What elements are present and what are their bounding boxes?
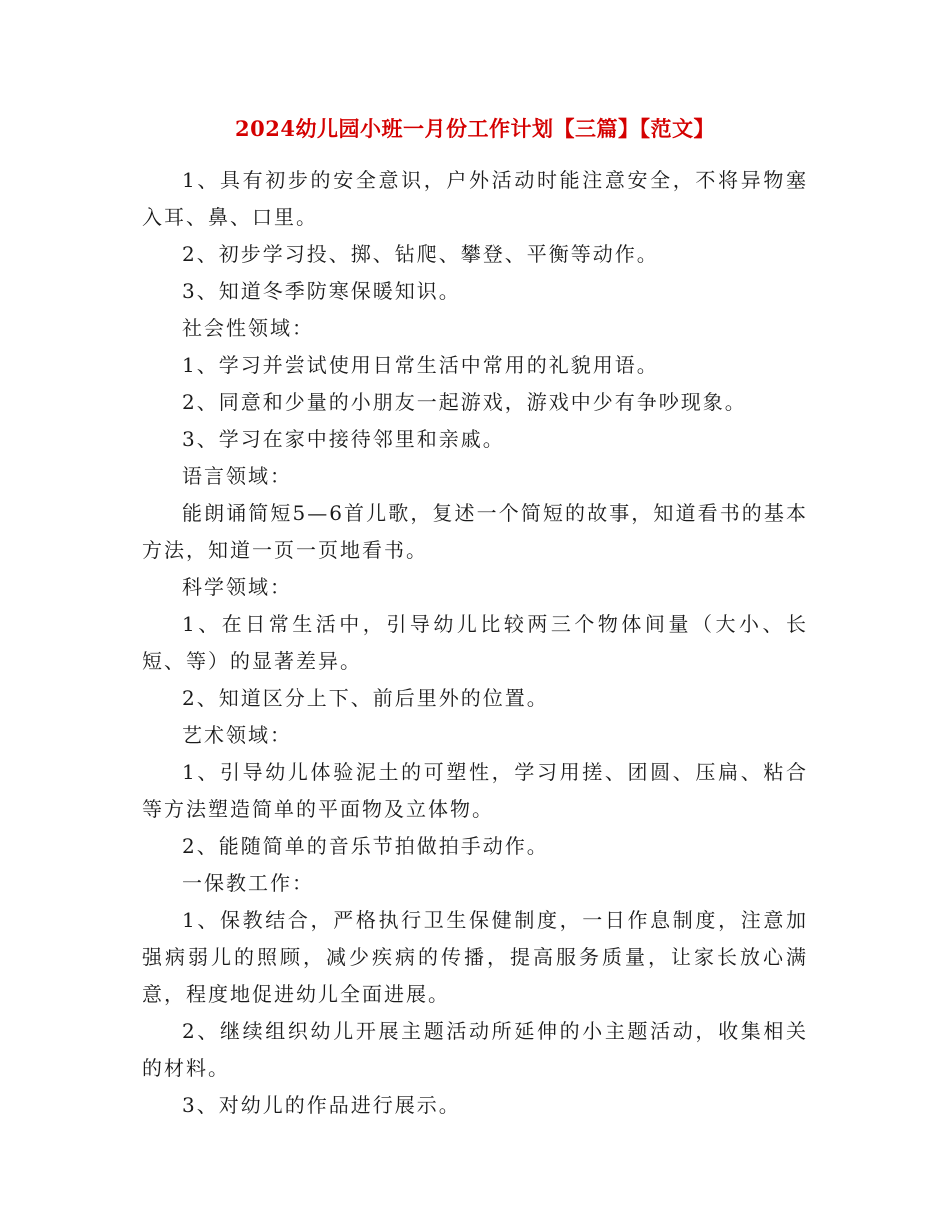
paragraph-6: 2、同意和少量的小朋友一起游戏，游戏中少有争吵现象。 [182, 390, 747, 414]
section-heading-care: 一保教工作： [182, 871, 314, 895]
document-page [142, 112, 808, 1124]
paragraph-3: 3、知道冬季防寒保暖知识。 [182, 279, 461, 303]
paragraph-9: 能朗诵简短5—6首儿歌，复述一个简短的故事，知道看书的基本方法，知道一页一页地看书。 [142, 501, 808, 562]
paragraph-19: 3、对幼儿的作品进行展示。 [182, 1093, 461, 1117]
paragraph-11: 1、在日常生活中，引导幼儿比较两三个物体间量（大小、长短、等）的显著差异。 [142, 612, 808, 673]
section-heading-language: 语言领域： [182, 464, 292, 488]
paragraph-17: 1、保教结合，严格执行卫生保健制度，一日作息制度，注意加强病弱儿的照顾，减少疾病的传播，提高服务质量，让家长放心满意，程度地促进幼儿全面进展。 [142, 908, 808, 1006]
paragraph-7: 3、学习在家中接待邻里和亲戚。 [182, 427, 505, 451]
document-title: 2024幼儿园小班一月份工作计划【三篇】【范文】 [235, 116, 715, 141]
paragraph-14: 1、引导幼儿体验泥土的可塑性，学习用搓、团圆、压扁、粘合等方法塑造简单的平面物及立体物。 [142, 760, 808, 821]
paragraph-2: 2、初步学习投、掷、钻爬、攀登、平衡等动作。 [182, 242, 659, 266]
paragraph-12: 2、知道区分上下、前后里外的位置。 [182, 686, 549, 710]
paragraph-5: 1、学习并尝试使用日常生活中常用的礼貌用语。 [182, 353, 659, 377]
section-heading-art: 艺术领域： [182, 723, 292, 747]
document-body [142, 162, 808, 1124]
paragraph-15: 2、能随简单的音乐节拍做拍手动作。 [182, 834, 549, 858]
section-heading-science: 科学领域： [182, 575, 292, 599]
paragraph-1: 1、具有初步的安全意识，户外活动时能注意安全，不将异物塞入耳、鼻、口里。 [142, 168, 808, 229]
paragraph-18: 2、继续组织幼儿开展主题活动所延伸的小主题活动，收集相关的材料。 [142, 1019, 808, 1080]
section-heading-social: 社会性领域： [182, 316, 314, 340]
